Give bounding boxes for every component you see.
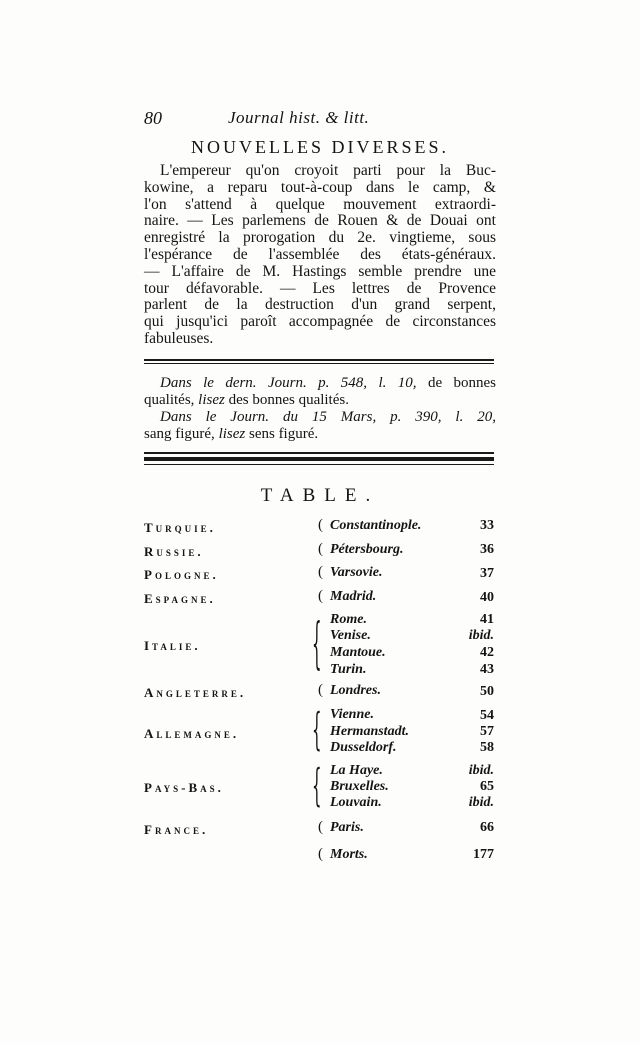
page-number: 80 (144, 108, 162, 128)
toc-page: 177 (473, 847, 494, 862)
toc-page: 40 (480, 590, 494, 605)
paragraph-line: enregistré la prorogation du 2e. vingtieme, sous (144, 229, 496, 247)
toc-city: Varsovie. (330, 565, 383, 580)
paren-mark: ( (318, 846, 323, 862)
paragraph-line: parlent de la destruction d'un grand serpent, (144, 296, 496, 314)
toc-city: Mantoue. (330, 645, 386, 660)
toc-page: ibid. (468, 763, 494, 778)
toc-city: Venise. (330, 628, 371, 643)
toc-country: France. (144, 822, 209, 837)
brace-mark: { (312, 704, 322, 757)
toc-country: Russie. (144, 544, 204, 559)
toc-page: ibid. (468, 795, 494, 810)
paren-mark: ( (318, 819, 323, 835)
paren-mark: ( (318, 588, 323, 604)
news-paragraph (144, 163, 496, 348)
divider-rule (144, 464, 494, 465)
table-title: TABLE. (260, 485, 380, 506)
toc-page: 50 (480, 684, 494, 699)
toc-country: Espagne. (144, 591, 216, 606)
divider-rule-thick (144, 457, 494, 461)
toc-country: Pologne. (144, 567, 219, 582)
paragraph-line: naire. — Les parlemens de Rouen & de Douai ont (144, 212, 496, 230)
toc-city: Paris. (330, 820, 364, 835)
toc-city: Hermanstadt. (330, 724, 409, 739)
toc-page: 65 (480, 779, 494, 794)
errata-line (144, 426, 496, 443)
toc-country: Allemagne. (144, 726, 240, 741)
paren-mark: ( (318, 541, 323, 557)
paren-mark: ( (318, 564, 323, 580)
errata-reference: Dans le dern. Journ. p. 548, l. 10, (160, 375, 417, 391)
toc-city: Dusseldorf. (330, 740, 397, 755)
divider-rule (144, 452, 494, 454)
toc-city: Vienne. (330, 707, 374, 722)
errata-lisez: lisez (218, 426, 246, 442)
toc-country: Turquie. (144, 520, 216, 535)
running-title: Journal hist. & litt. (228, 108, 370, 127)
errata-block (144, 375, 496, 443)
toc-city: Constantinople. (330, 518, 422, 533)
toc-country: Italie. (144, 638, 201, 653)
paren-mark: ( (318, 517, 323, 533)
toc-city: La Haye. (330, 763, 383, 778)
toc-page: 41 (480, 612, 494, 627)
paragraph-line: L'empereur qu'on croyoit parti pour la Buc- (160, 162, 496, 179)
paragraph-line: l'on s'attend à quelque mouvement extraordi- (144, 195, 496, 213)
toc-city: Londres. (330, 683, 381, 698)
paragraph-line: tour défavorable. — Les lettres de Provence (144, 279, 496, 297)
errata-line (144, 375, 496, 392)
toc-page: 43 (480, 662, 494, 677)
toc-page: 37 (480, 566, 494, 581)
paragraph-line: — L'affaire de M. Hastings semble prendre une (144, 262, 496, 280)
errata-text: sens figuré. (248, 426, 319, 442)
toc-city: Rome. (330, 612, 367, 627)
errata-text: qualités, (144, 392, 195, 408)
toc-page: ibid. (468, 628, 494, 643)
toc-city: Madrid. (330, 589, 377, 604)
toc-page: 33 (480, 518, 494, 533)
toc-city: Turin. (330, 662, 367, 677)
brace-mark: { (312, 760, 322, 813)
toc-country: Angleterre. (144, 685, 247, 700)
brace-mark: { (312, 610, 322, 677)
paragraph-line: l'espérance de l'assemblée des états-généraux. (144, 245, 496, 263)
toc-page: 36 (480, 542, 494, 557)
toc-page: 54 (480, 708, 494, 723)
errata-text: de bonnes (427, 375, 497, 391)
page-header (144, 108, 496, 130)
errata-text: sang figuré, (144, 426, 215, 442)
toc-page: 58 (480, 740, 494, 755)
toc-page: 57 (480, 724, 494, 739)
divider-rule (144, 363, 494, 364)
paren-mark: ( (318, 682, 323, 698)
toc-city: Louvain. (330, 795, 382, 810)
toc-city: Bruxelles. (330, 779, 389, 794)
paragraph-line: fabuleuses. (144, 329, 214, 347)
toc-page: 42 (480, 645, 494, 660)
toc-country: Pays-Bas. (144, 780, 224, 795)
errata-lisez: lisez (198, 392, 225, 408)
toc-city: Morts. (330, 847, 368, 862)
divider-rule (144, 359, 494, 361)
paragraph-line: qui jusqu'ici paroît accompagnée de circonstances (144, 313, 496, 331)
toc-page: 66 (480, 820, 494, 835)
errata-line (144, 409, 496, 426)
section-title: NOUVELLES DIVERSES. (191, 137, 449, 157)
errata-line (144, 392, 496, 409)
toc-city: Pétersbourg. (330, 542, 404, 557)
errata-text: des bonnes qualités. (228, 392, 349, 408)
errata-reference: Dans le Journ. du 15 Mars, p. 390, l. 20, (160, 409, 496, 425)
paragraph-line: kowine, a reparu tout-à-coup dans le camp, & (144, 178, 496, 196)
